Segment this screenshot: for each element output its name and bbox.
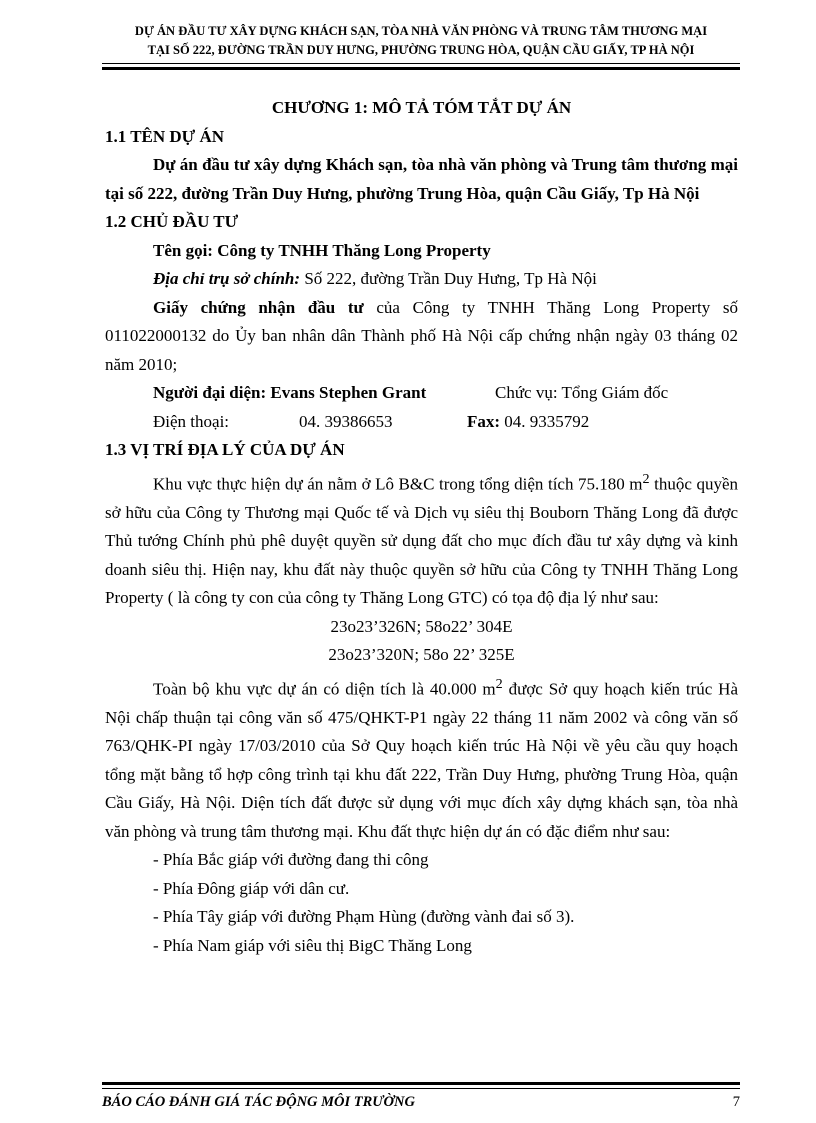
fax-label: Fax: [467,411,501,431]
area-text-a: Toàn bộ khu vực dự án có diện tích là 40.000 m [153,679,496,699]
representative-cell [153,379,495,408]
page-header [102,22,740,60]
location-text-b: thuộc quyền sở hữu của Công ty Thương mại Quốc tế và Dịch vụ siêu thị Bouborn Thăng Long đã được Thủ tướng Chính phủ phê duyệt quyền sử dụng đất cho mục đích đầu tư xây dựng và kinh doanh siêu thị. Hiện nay, khu đất này thuộc quyền sở hữu của Công ty TNHH Thăng Long Property ( là công ty con của công ty Thăng Long GTC) có tọa độ địa lý như sau: [105,474,738,608]
footer-rule-thin [102,1088,740,1089]
area-paragraph [105,670,738,847]
footer-title: BÁO CÁO ĐÁNH GIÁ TÁC ĐỘNG MÔI TRƯỜNG [102,1094,415,1110]
page-footer [102,1094,740,1111]
section-1-2-heading: 1.2 CHỦ ĐẦU TƯ [105,212,239,231]
owner-address-value: Số 222, đường Trần Duy Hưng, Tp Hà Nội [300,269,597,288]
coordinate-1: 23o23’326N; 58o22’ 304E [330,616,513,636]
owner-address-line [105,265,738,294]
section-1-1-heading: 1.1 TÊN DỰ ÁN [105,126,225,146]
header-line-1: DỰ ÁN ĐẦU TƯ XÂY DỰNG KHÁCH SẠN, TÒA NHÀ VĂN PHÒNG VÀ TRUNG TÂM THƯƠNG MẠI [134,24,708,38]
project-name-paragraph: Dự án đầu tư xây dựng Khách sạn, tòa nhà văn phòng và Trung tâm thương mại tại số 222, đường Trần Duy Hưng, phường Trung Hòa, quận Cầu Giấy, Tp Hà Nội [105,155,738,203]
phone-value: 04. 39386653 [299,411,393,431]
area-text-b: được Sở quy hoạch kiến trúc Hà Nội chấp thuận tại công văn số 475/QHKT-P1 ngày 22 tháng 11 năm 2002 và công văn số 763/QHK-PI ngày 17/03/2010 của Sở Quy hoạch kiến trúc Hà Nội về yêu cầu quy hoạch tổng mặt bằng tổ hợp công trình tại khu đất 222, Trần Duy Hưng, phường Trung Hòa, quận Cầu Giấy, Hà Nội. Diện tích đất được sử dụng với mục đích xây dựng khách sạn, tòa nhà văn phòng và trung tâm thương mại. Khu đất thực hiện dự án có đặc điểm như sau: [105,679,739,841]
representative-name: Evans Stephen Grant [266,383,427,402]
boundary-south: - Phía Nam giáp với siêu thị BigC Thăng Long [153,935,472,955]
representative-label: Người đại diện: [153,383,267,402]
boundary-east: - Phía Đông giáp với dân cư. [153,878,350,898]
section-1-3-heading: 1.3 VỊ TRÍ ĐỊA LÝ CỦA DỰ ÁN [105,440,345,459]
header-line-2: TẠI SỐ 222, ĐƯỜNG TRẦN DUY HƯNG, PHƯỜNG TRUNG HÒA, QUẬN CẦU GIẤY, TP HÀ NỘI [147,43,695,57]
header-rule-thin [102,63,740,64]
representative-position: Chức vụ: Tổng Giám đốc [495,383,669,402]
superscript-2: 2 [495,675,503,692]
header-rule-thick [102,67,740,70]
phone-label: Điện thoại: [153,411,230,431]
fax-cell [467,408,589,437]
page-body [105,94,738,960]
coordinate-2: 23o23’320N; 58o 22’ 325E [328,645,515,665]
superscript-2: 2 [642,470,650,487]
boundary-west: - Phía Tây giáp với đường Phạm Hùng (đường vành đai số 3). [153,907,575,927]
contact-line [105,408,738,437]
investment-certificate-paragraph [105,294,738,380]
owner-name-label: Tên gọi: [153,240,213,260]
owner-name-value: Công ty TNHH Thăng Long Property [212,240,491,260]
chapter-title: CHƯƠNG 1: MÔ TẢ TÓM TẮT DỰ ÁN [271,98,572,117]
certificate-label: Giấy chứng nhận đầu tư [153,297,364,317]
owner-name-line [105,237,738,266]
location-paragraph [105,465,738,613]
boundary-north: - Phía Bắc giáp với đường đang thi công [153,850,429,870]
fax-value: 04. 9335792 [500,411,590,431]
footer-rule-thick [102,1082,740,1085]
owner-address-label: Địa chỉ trụ sở chính: [153,269,301,288]
certificate-text: của Công ty TNHH Thăng Long Property số 011022000132 do Ủy ban nhân dân Thành phố Hà Nội cấp chứng nhận ngày 03 tháng 02 năm 2010; [105,297,738,374]
representative-line [105,379,738,408]
page-number: 7 [732,1094,740,1110]
location-text-a: Khu vực thực hiện dự án nằm ở Lô B&C trong tổng diện tích 75.180 m [153,474,643,494]
